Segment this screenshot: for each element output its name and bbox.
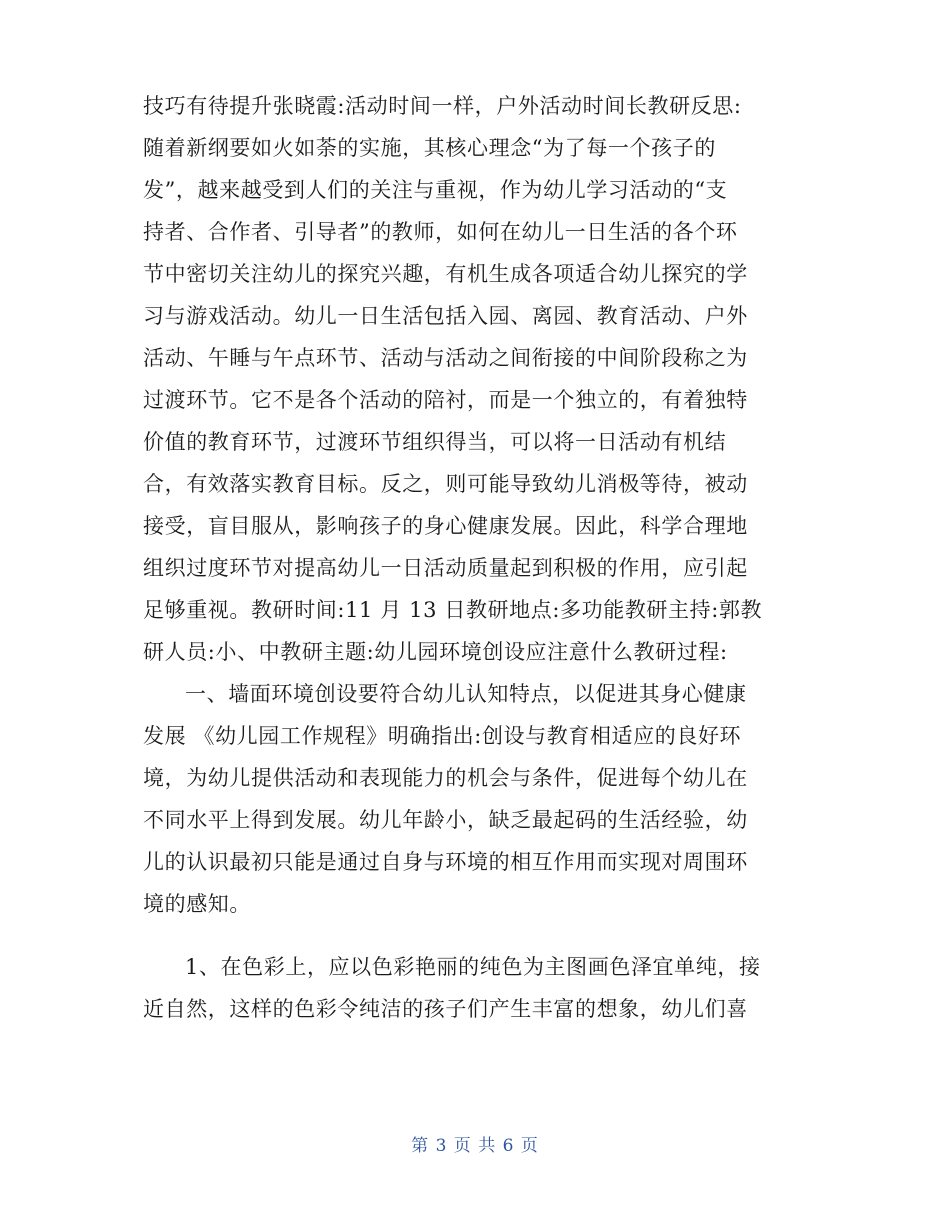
text-line: 接受，盲目服从，影响孩子的身心健康发展。因此，科学合理地 [143,514,748,538]
text-line: 发”，越来越受到人们的关注与重视，作为幼儿学习活动的“支 [143,178,728,202]
section-heading-line: 一、墙面环境创设要符合幼儿认知特点，以促进其身心健康 [185,682,747,706]
text-line: 境，为幼儿提供活动和表现能力的机会与条件，促进每个幼儿在 [143,766,748,790]
text-line: 足够重视。教研时间:11 月 13 日教研地点:多功能教研主持:郭教 [143,598,763,622]
text-line: 随着新纲要如火如荼的实施，其核心理念“为了每一个孩子的 [143,136,716,160]
text-line: 发展 《幼儿园工作规程》明确指出:创设与教育相适应的良好环 [143,724,742,748]
text-line: 技巧有待提升张晓霞:活动时间一样，户外活动时间长教研反思: [143,94,742,118]
text-line: 持者、合作者、引导者”的教师，如何在幼儿一日生活的各个环 [143,220,738,244]
text-line: 价值的教育环节，过渡环节组织得当，可以将一日活动有机结 [143,430,727,454]
text-line: 近自然，这样的色彩令纯洁的孩子们产生丰富的想象，幼儿们喜 [143,997,748,1021]
text-line: 境的感知。 [143,892,251,916]
text-line: 合，有效落实教育目标。反之，则可能导致幼儿消极等待，被动 [143,472,748,496]
text-line: 节中密切关注幼儿的探究兴趣，有机生成各项适合幼儿探究的学 [143,262,748,286]
text-line: 不同水平上得到发展。幼儿年龄小，缺乏最起码的生活经验，幼 [143,808,748,832]
text-line: 研人员:小、中教研主题:幼儿园环境创设应注意什么教研过程: [143,640,728,664]
text-line: 组织过度环节对提高幼儿一日活动质量起到积极的作用，应引起 [143,556,748,580]
text-line: 活动、午睡与午点环节、活动与活动之间衔接的中间阶段称之为 [143,346,748,370]
text-line: 习与游戏活动。幼儿一日生活包括入园、离园、教育活动、户外 [143,304,748,328]
text-line: 过渡环节。它不是各个活动的陪衬，而是一个独立的，有着独特 [143,388,748,412]
list-item-line: 1、在色彩上，应以色彩艳丽的纯色为主图画色泽宜单纯，接 [185,955,761,979]
text-line: 儿的认识最初只能是通过自身与环境的相互作用而实现对周围环 [143,850,748,874]
page-number-footer: 第 3 页 共 6 页 [411,1136,539,1156]
